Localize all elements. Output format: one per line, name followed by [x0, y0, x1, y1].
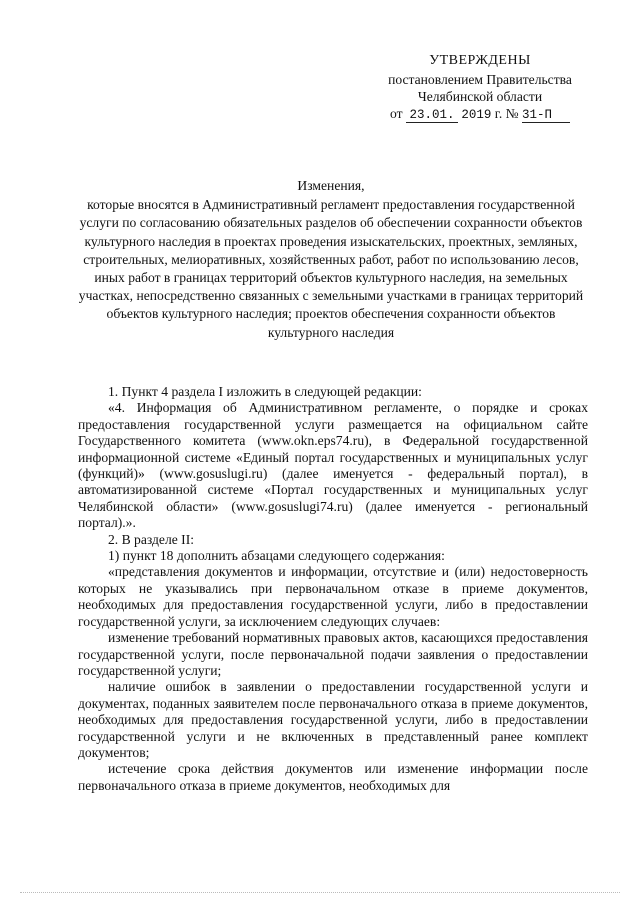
paragraph: изменение требований нормативных правовых актов, касающихся предоставления государственной услуги, после первоначальной подачи заявления о предоставлении государственной услуги; — [78, 630, 588, 678]
approval-stamp — [375, 52, 585, 124]
approval-date-line — [375, 105, 585, 124]
document-title — [70, 177, 592, 342]
paragraph: 1) пункт 18 дополнить абзацами следующего содержания: — [108, 548, 445, 564]
paragraph: 2. В разделе II: — [108, 531, 195, 547]
approval-line-1: постановлением Правительства — [388, 72, 572, 87]
document-body — [78, 384, 588, 794]
paragraph: «4. Информация об Административном регламенте, о порядке и сроках предоставления государственной услуги размещается на официальном сайте Государственного комитета (www.okn.eps74.ru), в Федеральной государственной информационной системе «Единый портал государственных и муниципальных услуг (функций)» (www.gosuslugi.ru) (далее именуется - федеральный портал), в автоматизированной системе «Портал государственных и муниципальных услуг Челябинской области» (www.gosuslugi74.ru) (далее именуется - региональный портал).». — [78, 400, 588, 531]
paragraph: наличие ошибок в заявлении о предоставлении государственной услуги и документах, поданных заявителем после первоначального отказа в приеме документов, необходимых для предоставления государственной услуги, либо в предоставлении государственной услуги и не включенных в представленный ранее комплект документов; — [78, 679, 588, 760]
approval-line-2: Челябинской области — [417, 89, 543, 104]
approval-year: 2019 — [461, 108, 492, 122]
approval-from-word: от — [389, 106, 403, 121]
approval-number: 31-П — [522, 108, 570, 123]
title-heading: Изменения, — [297, 178, 365, 193]
paragraph: «представления документов и информации, отсутствие и (или) недостоверность которых не указывались при первоначальном отказе в приеме документов, необходимых для предоставления государственной услуги, либо в предоставлении государственной услуги, за исключением следующих случаев: — [78, 564, 588, 629]
approval-date: 23.01. — [406, 108, 458, 123]
title-text: которые вносятся в Административный регламент предоставления государственной услуги по согласованию обязательных разделов об обеспечении сохранности объектов культурного наследия в проектах проведения изыскательских, проектных, земляных, строительных, мелиоративных, хозяйственных работ, работ по использованию лесов, иных работ в границах территорий объектов культурного наследия, на земельных участках, непосредственно связанных с земельными участками в границах территорий объектов культурного наследия; проектов обеспечения сохранности объектов культурного наследия — [78, 197, 584, 340]
paragraph: истечение срока действия документов или изменение информации после первоначального отказа в приеме документов, необходимых для — [78, 761, 588, 793]
scan-edge-line — [20, 892, 620, 893]
approval-heading: УТВЕРЖДЕНЫ — [429, 53, 531, 68]
paragraph: 1. Пункт 4 раздела I изложить в следующей редакции: — [108, 384, 422, 399]
approval-year-suffix: г. № — [494, 106, 519, 121]
